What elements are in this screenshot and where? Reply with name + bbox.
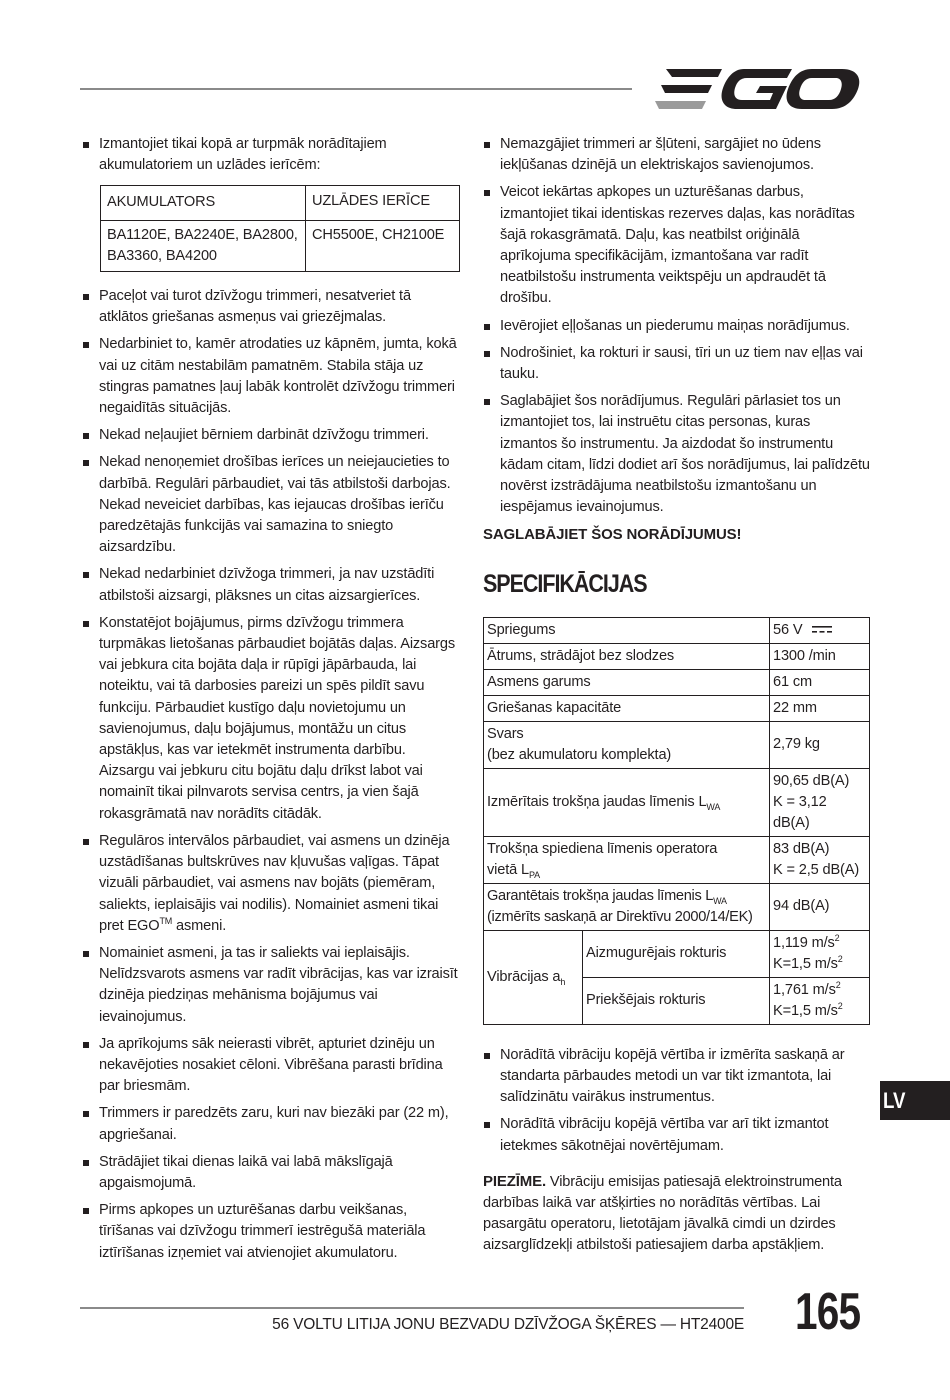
trademark-mark: TM	[159, 915, 173, 926]
left-column	[82, 134, 462, 1270]
footer-title: 56 VOLTU LITIJA JONU BEZVADU DZĪVŽOGA ŠĶĒRES — HT2400E	[272, 1316, 744, 1333]
compatibility-table	[100, 185, 460, 272]
list-item: Nekad neļaujiet bērniem darbināt dzīvžogu trimmeri.	[82, 425, 462, 446]
specification-table	[483, 617, 870, 1025]
list-item: Nodrošiniet, ka rokturi ir sausi, tīri un uz tiem nav eļļas vai tauku.	[483, 343, 871, 385]
section-title: SPECIFIKĀCIJAS	[483, 569, 647, 598]
table-row: Spriegums 56 V	[484, 617, 870, 643]
list-item: Saglabājiet šos norādījumus. Regulāri pārlasiet tos un izmantojiet tos, lai instruētu citas personas, kuras izmantos šo instrumentu. Ja aizdodat šo instrumentu kādam citam, līdzi dodiet arī šos norādījumus, lai palīdzētu novērst izstrādājuma neatbilstošu izmantošanu un iespējamus ievainojumus.	[483, 391, 871, 518]
language-tab: LV	[880, 1081, 950, 1120]
list-item: Ievērojiet eļļošanas un piederumu maiņas norādījumus.	[483, 316, 871, 337]
table-row: Vibrācijas $a_h$ Aizmugurējais rokturis 1,119 $m/s^2$ K=1,5 $m/s^2$	[484, 930, 870, 977]
list-item: Norādītā vibrāciju kopējā vērtība ir izmērīta saskaņā ar standarta pārbaudes metodi un var tikt izmantota, lai salīdzinātu vairākus instrumentus.	[483, 1045, 871, 1109]
table-row: Trokšņa spiediena līmenis operatora vietā $L_{PA}$ 83 dB(A) K = 2,5 dB(A)	[484, 836, 870, 883]
table-row: Garantētais trokšņa jaudas līmenis $L_{WA}$ (izmērīts saskaņā ar Direktīvu 2000/14/EK) 94 dB(A)	[484, 883, 870, 930]
save-notice: SAGLABĀJIET ŠOS NORĀDĪJUMUS!	[483, 526, 742, 544]
list-item: Veicot iekārtas apkopes un uzturēšanas darbus, izmantojiet tikai identiskas rezerves daļas, kas norādītas šajā rokasgrāmatā. Daļu, kas neatbilst oriģinālā aprīkojuma specifikācijām, izmantošana var radīt neatbilstošu instrumenta veiktspēju un apdraudēt tā drošību.	[483, 182, 871, 309]
table-header: UZLĀDES IERĪCE	[306, 186, 460, 220]
list-item: Strādājiet tikai dienas laikā vai labā mākslīgajā apgaismojumā.	[82, 1152, 462, 1194]
page-number: 165	[795, 1283, 861, 1341]
list-item: Izmantojiet tikai kopā ar turpmāk norādītajiem akumulatoriem un uzlādes ierīcēm:	[82, 134, 462, 176]
list-item: Norādītā vibrāciju kopējā vērtība var arī tikt izmantot ietekmes sākotnējai novērtējumam.	[483, 1114, 871, 1156]
list-item: Nekad nedarbiniet dzīvžoga trimmeri, ja nav uzstādīti atbilstoši aizsargi, plāksnes un citas aizsargierīces.	[82, 564, 462, 606]
battery-list: BA1120E, BA2240E, BA2800, BA3360, BA4200	[101, 220, 306, 271]
ego-logo	[652, 66, 862, 112]
dc-current-icon	[812, 626, 832, 634]
list-item: Trimmers ir paredzēts zaru, kuri nav biezāki par (22 m), apgriešanai.	[82, 1103, 462, 1145]
list-item: Nemazgājiet trimmeri ar šļūteni, sargājiet no ūdens iekļūšanas dzinējā un elektriskajos savienojumos.	[483, 134, 871, 176]
table-row: Priekšējais rokturis 1,761 $m/s^2$ K=1,5 $m/s^2$	[484, 977, 870, 1024]
note-label: PIEZĪME.	[483, 1172, 546, 1190]
table-header: AKUMULATORS	[101, 186, 306, 220]
charger-list: CH5500E, CH2100E	[306, 220, 460, 271]
list-item: Regulāros intervālos pārbaudiet, vai asmens un dzinēja uzstādīšanas bultskrūves nav kļuvušas vaļīgas. Tāpat vizuāli pārbaudiet, vai asmens nav bojāts (piemēram, saliekts, ieplaisājis vai nodilis). Nomainiet asmeni tikai pret EGO™ asmeni.	[82, 831, 462, 937]
table-row: Izmērītais trokšņa jaudas līmenis $L_{WA}$ 90,65 dB(A) K = 3,12 dB(A)	[484, 768, 870, 836]
table-row: Svars (bez akumulatoru komplekta) 2,79 kg	[484, 721, 870, 768]
list-item: Pirms apkopes un uzturēšanas darbu veikšanas, tīrīšanas vai dzīvžogu trimmerī iestrēgušā materiāla iztīrīšanas izņemiet vai atvienojiet akumulatoru.	[82, 1200, 462, 1264]
table-row: Griešanas kapacitāte 22 mm	[484, 695, 870, 721]
list-item: Ja aprīkojums sāk neierasti vibrēt, apturiet dzinēju un nekavējoties nosakiet cēloni. Vibrēšana parasti brīdina par briesmām.	[82, 1034, 462, 1098]
right-column	[483, 134, 871, 1257]
list-item: Konstatējot bojājumus, pirms dzīvžogu trimmera turpmākas lietošanas pārbaudiet bojātās daļas. Aizsargs vai jebkura cita bojāta daļa ir rūpīgi jāpārbauda, lai noteiktu, vai tā darbosies pareizi un spēs pildīt savu funkciju. Pārbaudiet kustīgo daļu novietojumu un savienojumus, daļu bojājumus, montāžu un citus apstākļus, kas var ietekmēt instrumenta darbību. Aizsargu vai jebkuru citu bojātu daļu drīkst labot vai nomainīt tikai pilnvarots servisa centrs, ja vien šajā rokasgrāmatā nav norādīts citādāk.	[82, 613, 462, 825]
list-item: Nomainiet asmeni, ja tas ir saliekts vai ieplaisājis. Nelīdzsvarots asmens var radīt vibrācijas, kas var izraisīt dzinēja piedziņas mehānisma bojājumus vai ievainojumus.	[82, 943, 462, 1028]
header-rule	[80, 88, 632, 90]
footer-rule	[80, 1307, 744, 1309]
table-row: Ātrums, strādājot bez slodzes 1300 /min	[484, 643, 870, 669]
table-row: Asmens garums 61 cm	[484, 669, 870, 695]
vibration-notes	[483, 1045, 871, 1257]
note-paragraph: PIEZĪME. Vibrāciju emisijas patiesajā elektroinstrumenta darbības laikā var atšķirties no norādītās vērtības. Lai pasargātu operatoru, lietotājam jāvalkā cimdi un dzirdes aizsarglīdzekļi atbilstoši patiesajiem darba apstākļiem.	[483, 1172, 842, 1254]
list-item: Paceļot vai turot dzīvžogu trimmeri, nesatveriet tā atklātos griešanas asmeņus vai griezējmalas.	[82, 286, 462, 328]
list-item: Nedarbiniet to, kamēr atrodaties uz kāpnēm, jumta, kokā vai uz citām nestabilām pamatnēm. Stabila stāja uz stingras pamatnes ļauj labāk kontrolēt dzīvžogu trimmeri negaidītās situācijās.	[82, 334, 462, 419]
list-item: Nekad nenoņemiet drošības ierīces un neiejaucieties to darbībā. Regulāri pārbaudiet, vai tās atbilstoši darbojas. Nekad neveiciet darbības, kas iejaucas drošības ierīču paredzētajās funkcijās vai samazina to sniegto aizsardzību.	[82, 452, 462, 558]
